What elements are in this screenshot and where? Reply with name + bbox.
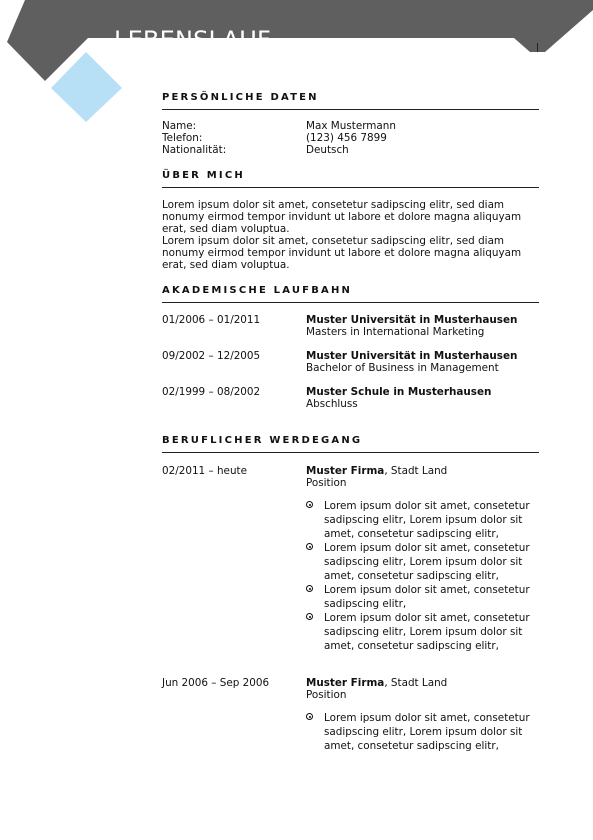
section-heading-about: ÜBER MICH — [162, 170, 539, 188]
personal-value: Deutsch — [306, 144, 349, 156]
page-title: LEBENSLAUF — [114, 26, 272, 54]
about-paragraph: Lorem ipsum dolor sit amet, consetetur sadipscing elitr, sed diam nonumy eirmod tempor invidunt ut labore et dolore magna aliquyam erat, sed diam voluptua. — [162, 199, 522, 236]
education-degree: Masters in International Marketing — [306, 326, 485, 338]
section-heading-career: BERUFLICHER WERDEGANG — [162, 435, 539, 453]
bullet-icon — [306, 613, 313, 620]
education-period: 09/2002 – 12/2005 — [162, 350, 261, 362]
text-cursor — [537, 43, 538, 52]
job-bullet-text: Lorem ipsum dolor sit amet, consetetur sadipscing elitr, Lorem ipsum dolor sit amet, consetetur sadipscing elitr, — [324, 500, 530, 540]
job-company: Muster Firma — [306, 677, 385, 689]
education-school: Muster Schule in Musterhausen — [306, 386, 492, 398]
job-location: , Stadt Land — [384, 465, 448, 477]
education-period: 01/2006 – 01/2011 — [162, 314, 261, 326]
job-location: , Stadt Land — [384, 677, 448, 689]
education-degree: Abschluss — [306, 398, 358, 410]
job-period: 02/2011 – heute — [162, 465, 247, 477]
education-school: Muster Universität in Musterhausen — [306, 350, 518, 362]
education-period: 02/1999 – 08/2002 — [162, 386, 261, 398]
education-school: Muster Universität in Musterhausen — [306, 314, 518, 326]
bullet-icon — [306, 585, 313, 592]
job-bullet-text: Lorem ipsum dolor sit amet, consetetur sadipscing elitr, Lorem ipsum dolor sit amet, consetetur sadipscing elitr, — [324, 712, 530, 752]
job-company: Muster Firma — [306, 465, 385, 477]
section-heading-education: AKADEMISCHE LAUFBAHN — [162, 285, 539, 303]
job-bullet-text: Lorem ipsum dolor sit amet, consetetur sadipscing elitr, — [324, 584, 530, 610]
education-degree: Bachelor of Business in Management — [306, 362, 499, 374]
job-bullet-text: Lorem ipsum dolor sit amet, consetetur sadipscing elitr, Lorem ipsum dolor sit amet, consetetur sadipscing elitr, — [324, 542, 530, 582]
section-heading-personal: PERSÖNLICHE DATEN — [162, 92, 539, 110]
job-bullet-text: Lorem ipsum dolor sit amet, consetetur sadipscing elitr, Lorem ipsum dolor sit amet, consetetur sadipscing elitr, — [324, 612, 530, 652]
personal-label: Nationalität: — [162, 144, 227, 156]
header-banner — [0, 0, 593, 130]
job-position: Position — [306, 477, 347, 489]
personal-label: Telefon: — [162, 132, 203, 144]
personal-value: Max Mustermann — [306, 120, 396, 132]
job-position: Position — [306, 689, 347, 701]
personal-value: (123) 456 7899 — [306, 132, 387, 144]
bullet-icon — [306, 543, 313, 550]
personal-label: Name: — [162, 120, 197, 132]
about-paragraph: Lorem ipsum dolor sit amet, consetetur sadipscing elitr, sed diam nonumy eirmod tempor invidunt ut labore et dolore magna aliquyam erat, sed diam voluptua. — [162, 235, 522, 272]
bullet-icon — [306, 501, 313, 508]
job-period: Jun 2006 – Sep 2006 — [162, 677, 270, 689]
bullet-icon — [306, 713, 313, 720]
